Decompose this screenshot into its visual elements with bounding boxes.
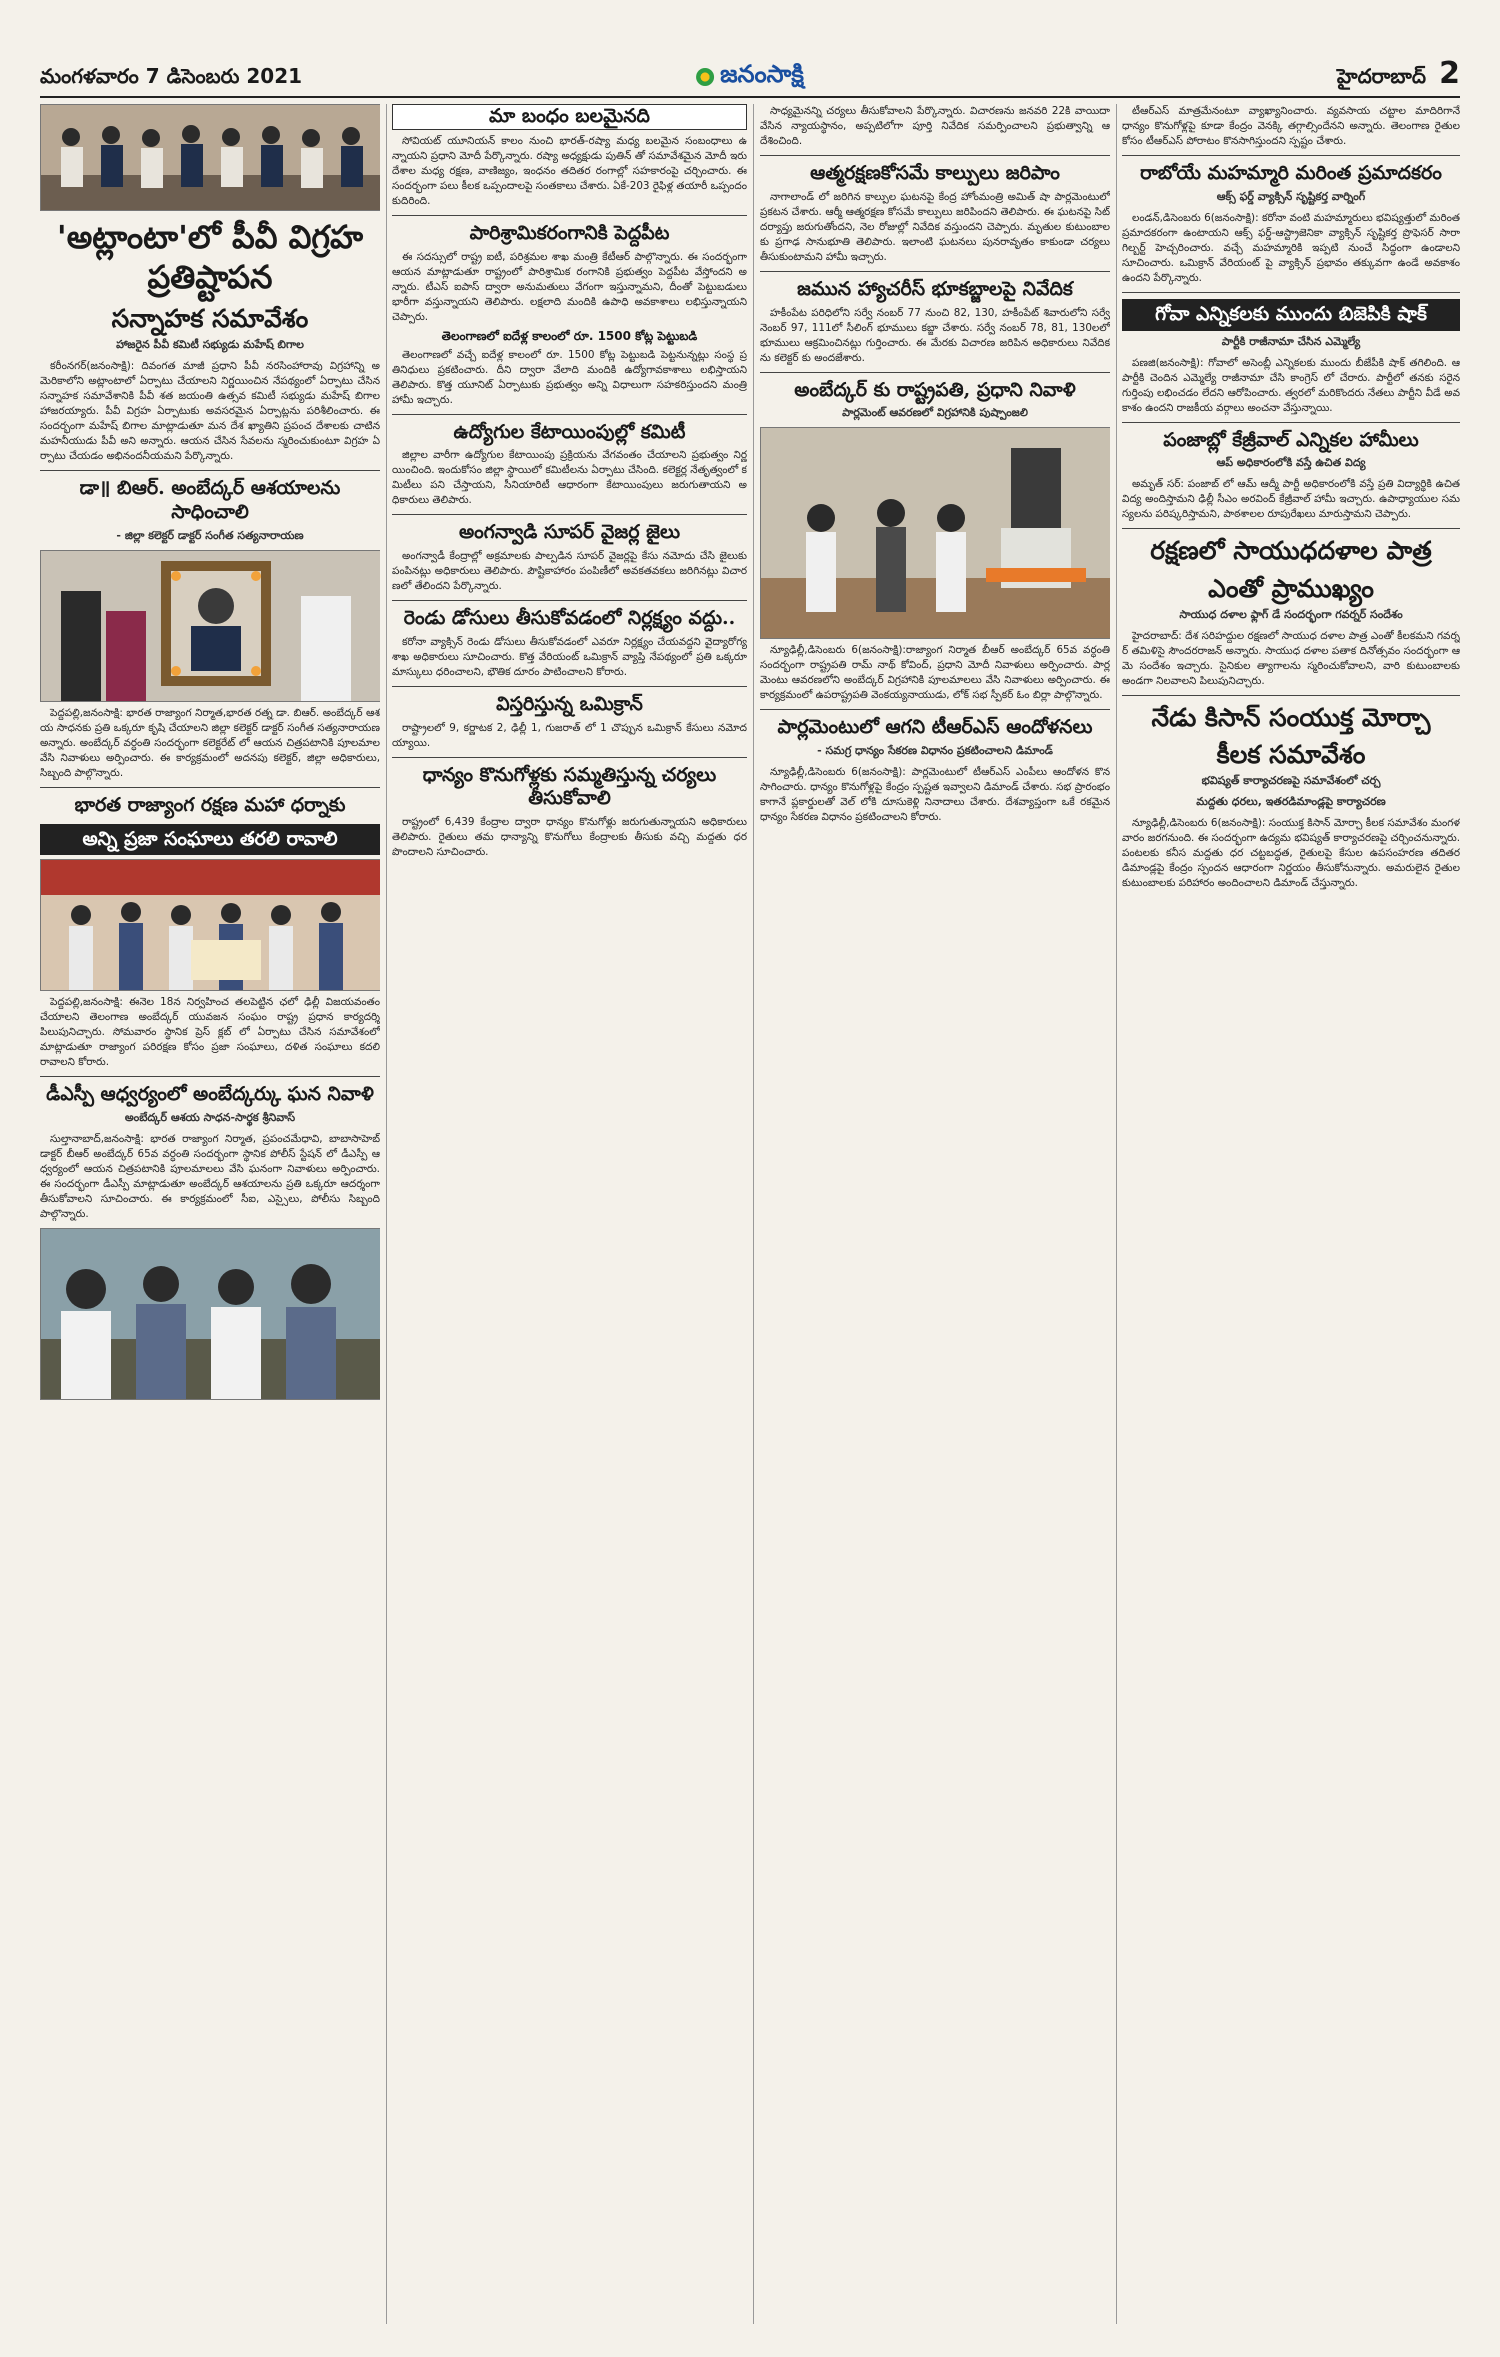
- article-vaccine-doses: [392, 635, 747, 680]
- article-nagaland-firing: [760, 190, 1110, 265]
- article-investment: [392, 348, 747, 408]
- headline-pv-statue-2: సన్నాహక సమావేశం: [111, 304, 309, 333]
- masthead-city: హైదరాబాద్: [1336, 64, 1426, 88]
- byline-trs-protest: - సమగ్ర ధాన్యం సేకరణ విధానం ప్రకటించాలని డిమాండ్: [817, 744, 1053, 757]
- photo-parliament-ambedkar: [760, 427, 1110, 639]
- article-armed-forces-text: హైదరాబాద్: దేశ సరిహద్దుల రక్షణలో సాయుధ దళాల పాత్ర ఎంతో కీలకమని గవర్నర్ తమిళిసై సౌందరరాజన్ అన్నారు. సాయుధ దళాల పతాక దినోత్సవం సందర్భంగా ఆమె సందేశం ఇచ్చారు. సైనికుల త్యాగాలను స్మరించుకోవాలని, వారి కుటుంబాలకు అండగా నిలవాలని పిలుపునిచ్చారు.: [1122, 629, 1460, 687]
- headline-india-russia: మా బంధం బలమైనది: [392, 104, 747, 130]
- article-nagaland-firing-text: నాగాలాండ్ లో జరిగిన కాల్పుల ఘటనపై కేంద్ర హోంమంత్రి అమిత్ షా పార్లమెంటులో ప్రకటన చేశారు. ఆర్మీ ఆత్మరక్షణ కోసమే కాల్పులు జరిపిందని తెలిపారు. ఈ ఘటనపై సిట్ దర్యాప్తు జరుగుతోందని, నెల రోజుల్లో నివేదిక వస్తుందని చెప్పారు. మృతుల కుటుంబాలకు ప్రగాఢ సానుభూతి తెలిపారు. ఇలాంటి ఘటనలు పునరావృతం కాకుండా చర్యలు తీసుకుంటామని హామీ ఇచ్చారు.: [760, 190, 1110, 263]
- article-continued-4: [1122, 104, 1460, 149]
- headline-kisan-morcha: నేడు కిసాన్ సంయుక్త మోర్చా: [1151, 702, 1431, 732]
- article-next-pandemic: [1122, 211, 1460, 286]
- article-goa-bjp: [1122, 356, 1460, 416]
- headline-president-pm-tribute: అంబేద్కర్ కు రాష్ట్రపతి, ప్రధాని నివాళి: [794, 378, 1076, 401]
- masthead-logo: [696, 60, 804, 94]
- article-jamuna-hatcheries-text: హకీంపేట పరిధిలోని సర్వే నంబర్ 77 నుంచి 82, 130, హకీంపేట్ శివారులోని సర్వే నెంబర్ 97, 111లో సీలింగ్ భూములు కబ్జా చేశారు. సర్వే నంబర్ 78, 81, 130లలో భూములు ఆక్రమించినట్లు గుర్తించారు. ఈ మేరకు విచారణ జరిపిన అధికారులు నివేదికను కలెక్టర్ కు అందజేశారు.: [760, 306, 1110, 364]
- article-employee-committee-text: జిల్లాల వారీగా ఉద్యోగుల కేటాయింపు ప్రక్రియను వేగవంతం చేయాలని ప్రభుత్వం నిర్ణయించింది. ఇందుకోసం జిల్లా స్థాయిలో కమిటీలను ఏర్పాటు చేసింది. కలెక్టర్ల నేతృత్వంలో కమిటీలు పని చేస్తాయని, సీనియారిటీ ఆధారంగా కేటాయింపులు జరుగుతాయని అధికారులు తెలిపారు.: [392, 449, 747, 507]
- column-3: [760, 104, 1110, 2324]
- byline-pv: హాజరైన పీవీ కమిటీ సభ్యుడు మహేష్ బిగాల: [116, 338, 304, 352]
- article-constitution-dharna-text: పెద్దపల్లి,జనంసాక్షి: ఈనెల 18న నిర్వహించ తలపెట్టిన ఛలో ఢిల్లీ విజయవంతం చేయాలని తెలంగాణ అంబేద్కర్ యువజన సంఘం రాష్ట్ర ప్రధాన కార్యదర్శి పిలుపునిచ్చారు. సోమవారం స్థానిక ప్రెస్ క్లబ్ లో ఏర్పాటు చేసిన సమావేశంలో మాట్లాడుతూ రాజ్యాంగ పరిరక్షణ కోసం ప్రజా సంఘాలు, దళిత సంఘాలు కదలి రావాలని కోరారు.: [40, 996, 380, 1069]
- byline-kisan-morcha-2: మద్దతు ధరలు, ఇతరడిమాండ్లపై కార్యాచరణ: [1196, 795, 1386, 809]
- headline-paddy: ధాన్యం కొనుగోళ్లకు సమ్మతిస్తున్న చర్యలు తీసుకోవాలి: [422, 763, 717, 810]
- article-dsp-tribute-text: సుల్తానాబాద్,జనంసాక్షి: భారత రాజ్యాంగ నిర్మాత, ప్రపంచమేధావి, బాబాసాహెబ్ డాక్టర్ బీఆర్ అంబేద్కర్ 65వ వర్ధంతి సందర్భంగా స్థానిక పోలీస్ స్టేషన్ లో డీఎస్పీ ఆధ్వర్యంలో ఆయన చిత్రపటానికి పూలమాలలు వేసి ఘనంగా నివాళులు అర్పించారు. ఈ సందర్భంగా డీఎస్పీ మాట్లాడుతూ అంబేద్కర్ ఆశయాలను ప్రతి ఒక్కరూ ఆదర్శంగా తీసుకోవాలని సూచించారు. ఈ కార్యక్రమంలో సీఐ, ఎస్సైలు, పోలీసు సిబ్బంది పాల్గొన్నారు.: [40, 1133, 380, 1220]
- article-vaccine-doses-text: కరోనా వ్యాక్సిన్ రెండు డోసులు తీసుకోవడంలో ఎవరూ నిర్లక్ష్యం చేయవద్దని వైద్యారోగ్య శాఖ అధికారులు సూచించారు. కొత్త వేరియంట్ ఒమిక్రాన్ వ్యాప్తి నేపథ్యంలో ప్రతి ఒక్కరూ మాస్కులు ధరించాలని, భౌతిక దూరం పాటించాలని కోరారు.: [392, 635, 747, 678]
- byline-kejriwal-punjab: ఆప్ అధికారంలోకి వస్తే ఉచిత విద్య: [1216, 456, 1366, 470]
- photo-group-meeting: [40, 104, 380, 211]
- article-president-pm-tribute-text: న్యూఢిల్లీ,డిసెంబరు 6(జనంసాక్షి):రాజ్యాంగ నిర్మాత బీఆర్ అంబేద్కర్ 65వ వర్ధంతి సందర్భంగా రాష్ట్రపతి రామ్ నాథ్ కోవింద్, ప్రధాని మోదీ నివాళులు అర్పించారు. పార్లమెంటు ఆవరణలోని అంబేద్కర్ విగ్రహానికి పూలమాలలు వేసి నివాళులు అర్పించారు. ఈ కార్యక్రమంలో ఉపరాష్ట్రపతి వెంకయ్యనాయుడు, లోక్ సభ స్పీకర్ ఓం బిర్లా పాల్గొన్నారు.: [760, 644, 1110, 702]
- byline-goa-bjp: పార్టీకి రాజీనామా చేసిన ఎమ్మెల్యే: [1221, 334, 1361, 348]
- byline-next-pandemic: ఆక్స్ ఫర్డ్ వ్యాక్సిన్ సృష్టికర్త వార్నింగ్: [1216, 189, 1366, 203]
- article-ambedkar-collector: [40, 706, 380, 781]
- article-dsp-tribute: [40, 1132, 380, 1222]
- article-continued: [760, 104, 1110, 149]
- byline-parliament-tribute: పార్లమెంట్ ఆవరణలో విగ్రహానికి పుష్పాంజలి: [842, 406, 1028, 420]
- photo-ambedkar-tribute: [40, 550, 380, 702]
- column-1: [40, 104, 380, 2324]
- article-investment-text: తెలంగాణలో వచ్చే ఐదేళ్ల కాలంలో రూ. 1500 కోట్ల పెట్టుబడి పెట్టనున్నట్లు సంస్థ ప్రతినిధులు ప్రకటించారు. దీని ద్వారా వేలాది మందికి ఉద్యోగావకాశాలు లభిస్తాయని తెలిపారు. కొత్త యూనిట్ ఏర్పాటుకు ప్రభుత్వం అన్ని విధాలుగా సహకరిస్తుందని మంత్రి హామీ ఇచ్చారు.: [392, 348, 747, 406]
- article-kejriwal-punjab-text: అమృత్ సర్: పంజాబ్ లో ఆమ్ ఆద్మీ పార్టీ అధికారంలోకి వస్తే ప్రతి విద్యార్థికి ఉచిత విద్య అందిస్తామని ఢిల్లీ సీఎం అరవింద్ కేజ్రీవాల్ హామీ ఇచ్చారు. ఉపాధ్యాయుల సమస్యలను పరిష్కరిస్తామని, పాఠశాలల రూపురేఖలు మారుస్తామని చెప్పారు.: [1122, 478, 1460, 521]
- article-anganwadi-text: అంగన్వాడీ కేంద్రాల్లో అక్రమాలకు పాల్పడిన సూపర్ వైజర్లపై కేసు నమోదు చేసి జైలుకు పంపినట్లు అధికారులు తెలిపారు. పౌష్టికాహారం పంపిణీలో అవకతవకలు జరిగినట్లు విచారణలో తేలిందని పేర్కొన్నారు.: [392, 550, 747, 592]
- headline-employee-committee: ఉద్యోగుల కేటాయింపుల్లో కమిటీ: [453, 420, 686, 443]
- article-pv-statue: [40, 359, 380, 464]
- article-kisan-morcha: [1122, 816, 1460, 891]
- byline-kisan-morcha: భవిష్యత్ కార్యాచరణపై సమావేశంలో చర్చ: [1201, 774, 1381, 788]
- article-kejriwal-punjab: [1122, 477, 1460, 522]
- headline-nagaland-firing: ఆత్మరక్షణకోసమే కాల్పులు జరిపాం: [810, 162, 1060, 184]
- article-anganwadi: [392, 549, 747, 594]
- article-kisan-morcha-text: న్యూఢిల్లీ,డిసెంబరు 6(జనంసాక్షి): సంయుక్త కిసాన్ మోర్చా కీలక సమావేశం మంగళవారం జరగనుంది. ఈ సందర్భంగా ఉద్యమ భవిష్యత్ కార్యాచరణపై చర్చించనున్నారు. పంటలకు కనీస మద్దతు ధర చట్టబద్ధత, రైతులపై కేసుల ఉపసంహరణ తదితర డిమాండ్లపై కేంద్రం స్పందన ఆధారంగా నిర్ణయం తీసుకోనున్నారు. అమరులైన రైతుల కుటుంబాలకు పరిహారం అందించాలని డిమాండ్ చేస్తున్నారు.: [1122, 817, 1460, 890]
- byline-armed-forces: సాయుధ దళాల ఫ్లాగ్ డే సందర్భంగా గవర్నర్ సందేశం: [1179, 607, 1403, 621]
- article-omicron: [392, 721, 747, 751]
- article-armed-forces: [1122, 629, 1460, 689]
- headline-kisan-morcha-2: కీలక సమావేశం: [1216, 740, 1366, 769]
- headline-anganwadi: అంగన్వాడి సూపర్ వైజర్ల జైలు: [458, 521, 681, 544]
- logo-flower-icon: [696, 68, 714, 86]
- article-industry: [392, 250, 747, 325]
- headline-goa-bjp: గోవా ఎన్నికలకు ముందు బిజెపికి షాక్: [1122, 299, 1460, 331]
- masthead-date: మంగళవారం 7 డిసెంబరు 2021: [40, 64, 303, 88]
- article-paddy: [392, 815, 747, 860]
- article-trs-protest: [760, 765, 1110, 825]
- article-india-russia-text: సోవియట్ యూనియన్ కాలం నుంచి భారత్-రష్యా మధ్య బలమైన సంబంధాలు ఉన్నాయని ప్రధాని మోదీ పేర్కొన్నారు. రష్యా అధ్యక్షుడు పుతిన్ తో సమావేశమైన మోదీ ఇరు దేశాల మధ్య రక్షణ, వాణిజ్యం, ఇంధనం తదితర రంగాల్లో సహకారంపై చర్చించారు. ఈ సందర్భంగా పలు కీలక ఒప్పందాలపై సంతకాలు చేశారు. ఏకే-203 రైఫిళ్ల తయారీ ఒప్పందం కుదిరింది.: [392, 134, 747, 207]
- headline-constitution-dharna: భారత రాజ్యాంగ రక్షణ మహా ధర్నాకు: [74, 793, 346, 816]
- column-2: [392, 104, 747, 2324]
- masthead: [40, 58, 1460, 98]
- article-next-pandemic-text: లండన్,డిసెంబరు 6(జనంసాక్షి): కరోనా వంటి మహమ్మారులు భవిష్యత్తులో మరింత ప్రమాదకరంగా ఉంటాయని ఆక్స్ ఫర్డ్-ఆస్ట్రాజెనికా వ్యాక్సిన్ సృష్టికర్త ప్రొఫెసర్ సారా గిల్బర్ట్ హెచ్చరించారు. వచ్చే మహమ్మారికి ఇప్పటి నుంచే సిద్ధంగా ఉండాలని సూచించారు. ఒమిక్రాన్ వేరియంట్ పై వ్యాక్సిన్ ప్రభావం తక్కువగా ఉండే అవకాశం ఉందని పేర్కొన్నారు.: [1122, 211, 1460, 284]
- subhead-investment: తెలంగాణలో ఐదేళ్ల కాలంలో రూ. 1500 కోట్ల పెట్టుబడి: [441, 328, 698, 343]
- article-jamuna-hatcheries: [760, 306, 1110, 366]
- headline-armed-forces: రక్షణలో సాయుధదళాల పాత్ర: [1150, 536, 1432, 566]
- article-industry-text: ఈ సదస్సులో రాష్ట్ర ఐటీ, పరిశ్రమల శాఖ మంత్రి కేటీఆర్ పాల్గొన్నారు. ఈ సందర్భంగా ఆయన మాట్లాడుతూ రాష్ట్రంలో పారిశ్రామిక రంగానికి ప్రభుత్వం పెద్దపీట వేస్తోందని అన్నారు. టీఎస్ ఐపాస్ ద్వారా అనుమతులు వేగంగా ఇస్తున్నామని, దీంతో పెట్టుబడులు భారీగా వస్తున్నాయని తెలిపారు. లక్షలాది మందికి ఉపాధి అవకాశాలు లభిస్తున్నాయని చెప్పారు.: [392, 250, 747, 323]
- headline-ambedkar-collector: డా॥ బిఆర్. అంబేద్కర్ ఆశయాలను సాధించాలి: [79, 477, 341, 523]
- article-president-pm-tribute: [760, 643, 1110, 703]
- headline-next-pandemic: రాబోయే మహమ్మారి మరింత ప్రమాదకరం: [1140, 162, 1442, 184]
- headline-vaccine-doses: రెండు డోసులు తీసుకోవడంలో నిర్లక్ష్యం వద్దు..: [403, 607, 736, 629]
- headline-jamuna-hatcheries: జమున హ్యాచరీస్ భూకబ్జాలపై నివేదిక: [797, 277, 1073, 300]
- article-employee-committee: [392, 448, 747, 508]
- article-continued-text: సాధ్యమైనన్ని చర్యలు తీసుకోవాలని పేర్కొన్నారు. విచారణను జనవరి 22కి వాయిదా వేసిన న్యాయస్థానం, అప్పటిలోగా పూర్తి నివేదిక సమర్పించాలని ప్రభుత్వాన్ని ఆదేశించింది.: [760, 105, 1110, 147]
- masthead-page-number: 2: [1439, 58, 1460, 91]
- headline-pv-statue: 'అట్లాంటా'లో పీవీ విగ్రహ ప్రతిష్టాపన: [56, 218, 364, 296]
- headline-omicron: విస్తరిస్తున్న ఒమిక్రాన్: [496, 692, 643, 715]
- headline-armed-forces-2: ఎంతో ప్రాముఖ్యం: [1208, 573, 1374, 603]
- photo-dsp-group: [40, 1228, 380, 1400]
- article-pv-statue-text: కరీంనగర్(జనంసాక్షి): దివంగత మాజీ ప్రధాని పీవీ నరసింహారావు విగ్రహాన్ని అమెరికాలోని అట్లాంటాలో ఏర్పాటు చేయాలని నిర్ణయించిన నేపథ్యంలో ఏర్పాటు చేసిన సన్నాహక సమావేశానికి పీవీ శత జయంతి ఉత్సవ కమిటీ సభ్యుడు మహేష్ బిగాల హాజరయ్యారు. పీవీ విగ్రహ ఏర్పాటుకు అవసరమైన ఏర్పాట్లను పరిశీలించారు. ఈ సందర్భంగా మహేష్ బిగాల మాట్లాడుతూ మన దేశ ఖ్యాతిని ప్రపంచ దేశాలకు చాటిన మహనీయుడు పీవీ అని అన్నారు. ఆయన చేసిన సేవలను స్మరించుకుంటూ విగ్రహ ఏర్పాటు చేయడం అభినందనీయమని పేర్కొన్నారు.: [40, 360, 380, 463]
- headline-constitution-dharna-2: అన్ని ప్రజా సంఘాలు తరలి రావాలి: [40, 824, 380, 856]
- column-4: [1122, 104, 1460, 2324]
- article-constitution-dharna: [40, 995, 380, 1070]
- article-india-russia: [392, 134, 747, 209]
- article-omicron-text: రాష్ట్రాలలో 9, కర్ణాటక 2, ఢిల్లీ 1, గుజరాత్ లో 1 చొప్పున ఒమిక్రాన్ కేసులు నమోదయ్యాయి.: [392, 721, 747, 749]
- headline-kejriwal-punjab: పంజాబ్లో కేజ్రీవాల్ ఎన్నికల హామీలు: [1163, 428, 1419, 451]
- byline-dsp: అంబేద్కర్ ఆశయ సాధన-సార్థక శ్రీనివాస్: [124, 1111, 296, 1124]
- article-trs-protest-text: న్యూఢిల్లీ,డిసెంబరు 6(జనంసాక్షి): పార్లమెంటులో టీఆర్ఎస్ ఎంపీలు ఆందోళన కొనసాగించారు. ధాన్యం కొనుగోళ్లపై కేంద్రం స్పష్టత ఇవ్వాలని డిమాండ్ చేశారు. సభ ప్రారంభం కాగానే ప్లకార్డులతో వెల్ లోకి దూసుకెళ్లి నినాదాలు చేశారు. దేశవ్యాప్తంగా ఒకే రకమైన ధాన్యం సేకరణ విధానం ప్రకటించాలని కోరారు.: [760, 766, 1110, 823]
- masthead-logo-text: జనంసాక్షి: [720, 60, 804, 88]
- photo-poster-release: [40, 859, 380, 991]
- article-goa-bjp-text: పణజి(జనంసాక్షి): గోవాలో అసెంబ్లీ ఎన్నికలకు ముందు బీజేపీకి షాక్ తగిలింది. ఆ పార్టీకి చెందిన ఎమ్మెల్యే రాజీనామా చేసి కాంగ్రెస్ లో చేరారు. పార్టీలో తనకు సరైన గుర్తింపు లభించడం లేదని ఆరోపించారు. త్వరలో మరికొందరు నేతలు పార్టీని వీడే అవకాశం ఉందని రాజకీయ వర్గాలు అంచనా వేస్తున్నాయి.: [1122, 356, 1460, 414]
- article-continued-4-text: టీఆర్ఎస్ మాత్రమేనంటూ వ్యాఖ్యానించారు. వ్యవసాయ చట్టాల మాదిరిగానే ధాన్యం కొనుగోళ్లపై కూడా కేంద్రం వెనక్కి తగ్గాల్సిందేనని అన్నారు. తెలంగాణ రైతుల కోసం టీఆర్ఎస్ పోరాటం కొనసాగిస్తుందని స్పష్టం చేశారు.: [1122, 105, 1460, 147]
- article-ambedkar-collector-text: పెద్దపల్లి,జనంసాక్షి: భారత రాజ్యాంగ నిర్మాత,భారత రత్న డా. బిఆర్. అంబేద్కర్ ఆశయ సాధనకు ప్రతి ఒక్కరూ కృషి చేయాలని జిల్లా కలెక్టర్ డాక్టర్ సంగీత సత్యనారాయణ అన్నారు. అంబేద్కర్ వర్ధంతి సందర్భంగా కలెక్టరేట్ లో ఆయన చిత్రపటానికి పూలమాల వేసి నివాళులు అర్పించారు. ఈ కార్యక్రమంలో అదనపు కలెక్టర్, జిల్లా అధికారులు, సిబ్బంది పాల్గొన్నారు.: [40, 706, 380, 779]
- headline-industry: పారిశ్రామికరంగానికి పెద్దపీట: [469, 221, 670, 244]
- headline-dsp-tribute: డీఎస్పీ ఆధ్వర్యంలో అంబేద్కర్కు ఘన నివాళి: [46, 1083, 374, 1106]
- byline-collector: - జిల్లా కలెక్టర్ డాక్టర్ సంగీత సత్యనారాయణ: [116, 528, 304, 542]
- article-paddy-text: రాష్ట్రంలో 6,439 కేంద్రాల ద్వారా ధాన్యం కొనుగోళ్లు జరుగుతున్నాయని అధికారులు తెలిపారు. రైతులు తమ ధాన్యాన్ని కొనుగోలు కేంద్రాలకు తీసుకు వచ్చి మద్దతు ధర పొందాలని సూచించారు.: [392, 816, 747, 858]
- headline-trs-protest: పార్లమెంటులో ఆగని టీఆర్ఎస్ ఆందోళనలు: [777, 716, 1093, 739]
